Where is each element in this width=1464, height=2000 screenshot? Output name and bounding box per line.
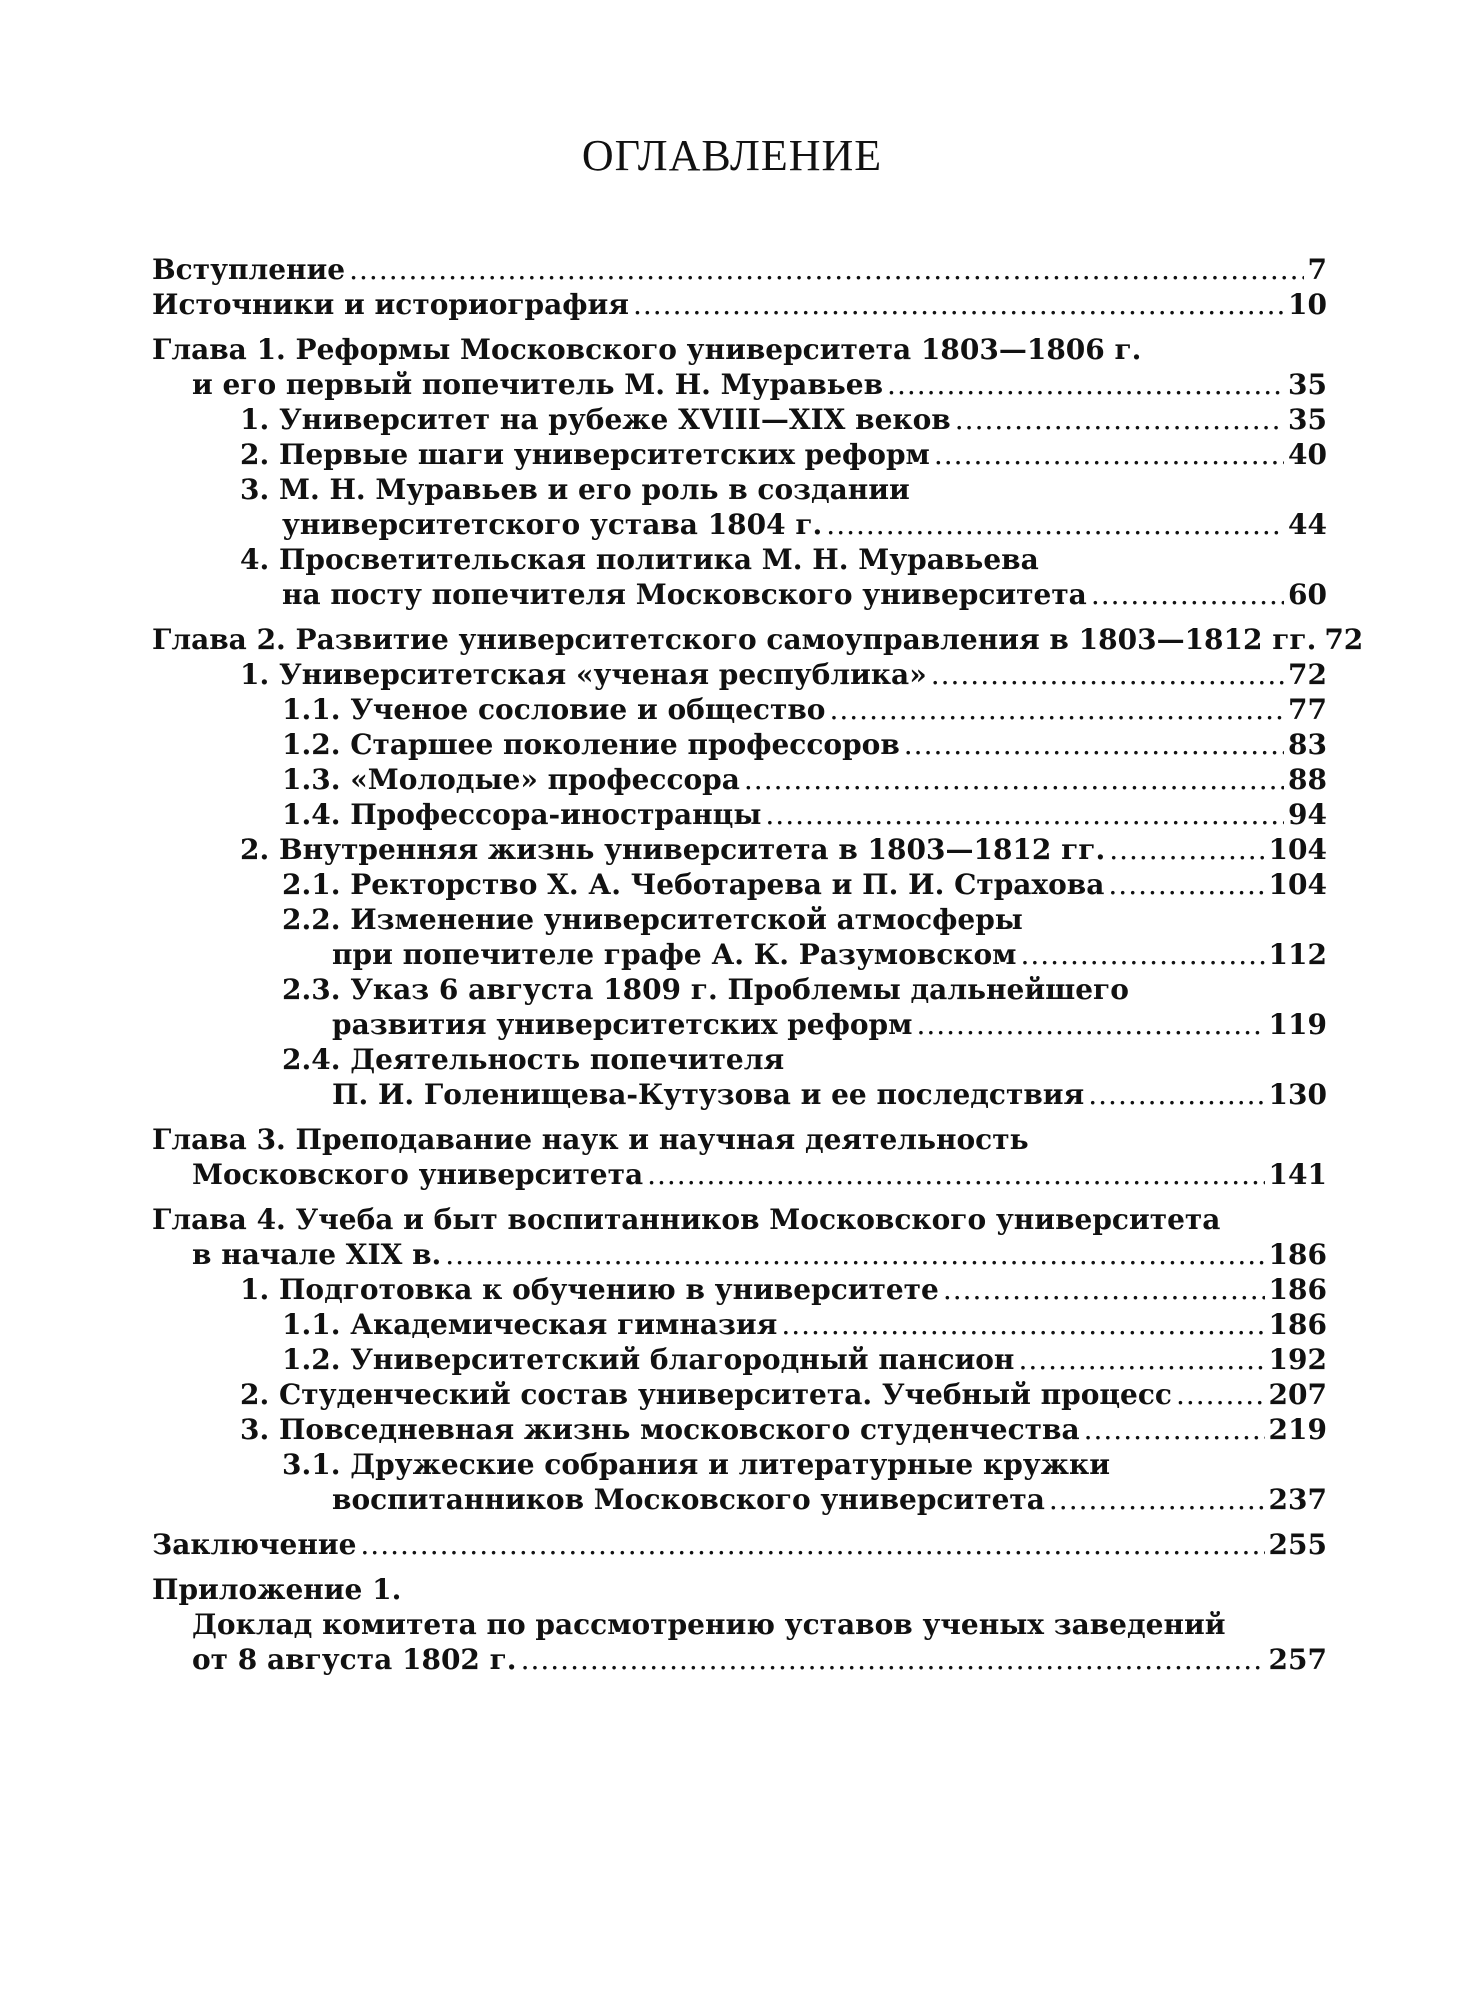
dot-leader (1176, 1377, 1265, 1412)
dot-leader (744, 762, 1284, 797)
toc-page-number: 112 (1268, 938, 1327, 971)
toc-entry-title: Источники и историография (152, 288, 629, 321)
dot-leader (931, 657, 1284, 692)
dot-leader (829, 692, 1284, 727)
toc-entry-title: П. И. Голенищева-Кутузова и ее последствия (332, 1078, 1085, 1111)
toc-page-number: 237 (1268, 1483, 1327, 1516)
toc-entry-title: и его первый попечитель М. Н. Муравьев (192, 368, 884, 401)
dot-leader (1084, 1412, 1265, 1447)
toc-entry-title: 2.1. Ректорство Х. А. Чеботарева и П. И. Страхова (282, 868, 1105, 901)
toc-page-number: 104 (1268, 868, 1327, 901)
toc-page-number: 104 (1268, 833, 1327, 866)
toc-entry-title: 1. Университетская «ученая республика» (240, 658, 927, 691)
toc-entry[interactable] (152, 1412, 1327, 1447)
toc-entry-title-line: Приложение 1. (152, 1573, 402, 1606)
toc-page-number: 192 (1268, 1343, 1327, 1376)
toc-page-number: 72 (1324, 623, 1364, 656)
toc-page-number: 255 (1268, 1528, 1327, 1561)
toc-entry[interactable] (152, 472, 1327, 542)
toc-entry-title: воспитанников Московского университета (332, 1483, 1045, 1516)
toc-entry-title-line: 2.4. Деятельность попечителя (282, 1043, 785, 1076)
toc-page-number: 10 (1288, 288, 1327, 321)
toc-entry-title: 1.1. Академическая гимназия (282, 1308, 778, 1341)
toc-entry-title: Московского университета (192, 1158, 644, 1191)
dot-leader (647, 1157, 1264, 1192)
toc-page-number: 35 (1288, 368, 1327, 401)
toc-entry[interactable] (152, 332, 1327, 402)
dot-leader (1091, 577, 1284, 612)
toc-entry[interactable] (152, 252, 1327, 287)
toc-entry-title-line: Глава 4. Учеба и быт воспитанников Московского университета (152, 1203, 1221, 1236)
toc-entry[interactable] (152, 437, 1327, 472)
toc-entry[interactable] (152, 1272, 1327, 1307)
dot-leader (1018, 1342, 1264, 1377)
toc-entry-title-line: 3. М. Н. Муравьев и его роль в создании (240, 473, 910, 506)
toc-entry-title: 2. Первые шаги университетских реформ (240, 438, 930, 471)
dot-leader (360, 1527, 1264, 1562)
toc-page-number: 44 (1288, 508, 1327, 541)
toc-entry-title: развития университетских реформ (332, 1008, 913, 1041)
toc-entry[interactable] (152, 902, 1327, 972)
toc-entry[interactable] (152, 542, 1327, 612)
toc-entry-title: 1.2. Университетский благородный пансион (282, 1343, 1015, 1376)
toc-entry-title-line: 2.3. Указ 6 августа 1809 г. Проблемы дальнейшего (282, 973, 1129, 1006)
toc-entry-title: 1. Университет на рубеже XVIII—XIX веков (240, 403, 951, 436)
toc-page-number: 40 (1288, 438, 1327, 471)
toc-entry-title: 1.4. Профессора-иностранцы (282, 798, 762, 831)
toc-entry[interactable] (152, 832, 1327, 867)
toc-entry-title-line: 4. Просветительская политика М. Н. Муравьева (240, 543, 1039, 576)
toc-page-number: 219 (1268, 1413, 1327, 1446)
toc-entry[interactable] (152, 727, 1327, 762)
page-title: ОГЛАВЛЕНИЕ (581, 131, 883, 180)
toc-entry-title: Вступление (152, 253, 346, 286)
toc-entry-title-line: 2.2. Изменение университетской атмосферы (282, 903, 1023, 936)
toc-page-number: 72 (1288, 658, 1327, 691)
dot-leader (826, 507, 1284, 542)
toc-entry-title: от 8 августа 1802 г. (192, 1643, 517, 1676)
toc-entry-title: 1.2. Старшее поколение профессоров (282, 728, 900, 761)
toc-entry[interactable] (152, 657, 1327, 692)
toc-entry[interactable] (152, 1122, 1327, 1192)
toc-entry[interactable] (152, 622, 1364, 657)
toc-entry-title: 1.3. «Молодые» профессора (282, 763, 740, 796)
toc-page-number: 77 (1288, 693, 1327, 726)
toc-page-number: 257 (1268, 1643, 1327, 1676)
dot-leader (955, 402, 1284, 437)
toc-entry-title: 3. Повседневная жизнь московского студенчества (240, 1413, 1080, 1446)
toc-entry[interactable] (152, 1342, 1327, 1377)
toc-entry-title-line: Доклад комитета по рассмотрению уставов ученых заведений (192, 1608, 1226, 1641)
toc-entry[interactable] (152, 1042, 1327, 1112)
toc-entry[interactable] (152, 797, 1327, 832)
dot-leader (765, 797, 1284, 832)
toc-page-number: 119 (1268, 1008, 1327, 1041)
dot-leader (1109, 832, 1264, 867)
toc-entry[interactable] (152, 867, 1327, 902)
dot-leader (781, 1307, 1264, 1342)
toc-page-number: 186 (1268, 1238, 1327, 1271)
toc-entry-title-line: Глава 3. Преподавание наук и научная деятельность (152, 1123, 1029, 1156)
toc-entry[interactable] (152, 1527, 1327, 1562)
toc-page-number: 141 (1268, 1158, 1327, 1191)
dot-leader (1088, 1077, 1264, 1112)
toc-page-number: 186 (1268, 1308, 1327, 1341)
toc-entry-title-line: 3.1. Дружеские собрания и литературные кружки (282, 1448, 1110, 1481)
dot-leader (1020, 937, 1264, 972)
dot-leader (521, 1642, 1265, 1677)
toc-page-number: 88 (1288, 763, 1327, 796)
toc-entry[interactable] (152, 402, 1327, 437)
dot-leader (445, 1237, 1264, 1272)
dot-leader (916, 1007, 1264, 1042)
dot-leader (943, 1272, 1265, 1307)
toc-entry-title: в начале XIX в. (192, 1238, 442, 1271)
toc-entry-title: на посту попечителя Московского университета (282, 578, 1087, 611)
toc-entry-title: 2. Студенческий состав университета. Учебный процесс (240, 1378, 1172, 1411)
toc-entry-title: при попечителе графе А. К. Разумовском (332, 938, 1017, 971)
toc-entry-title-line: Глава 1. Реформы Московского университета 1803—1806 г. (152, 333, 1142, 366)
dot-leader (349, 252, 1303, 287)
toc-entry-title: Заключение (152, 1528, 357, 1561)
dot-leader (887, 367, 1284, 402)
toc-entry-title: 1.1. Ученое сословие и общество (282, 693, 826, 726)
toc-entry[interactable] (152, 1377, 1327, 1412)
toc-entry-title: Глава 2. Развитие университетского самоуправления в 1803—1812 гг. (152, 623, 1317, 656)
toc-entry[interactable] (152, 287, 1327, 322)
toc-entry[interactable] (152, 972, 1327, 1042)
toc-entry-title: 2. Внутренняя жизнь университета в 1803—1812 гг. (240, 833, 1106, 866)
toc-entry[interactable] (152, 1447, 1327, 1517)
dot-leader (1049, 1482, 1265, 1517)
table-of-contents (152, 252, 1364, 1677)
toc-entry[interactable] (152, 692, 1327, 727)
toc-entry[interactable] (152, 1572, 1327, 1677)
toc-entry[interactable] (152, 1202, 1327, 1272)
dot-leader (1108, 867, 1264, 902)
toc-entry-title: 1. Подготовка к обучению в университете (240, 1273, 939, 1306)
toc-page-number: 83 (1288, 728, 1327, 761)
dot-leader (934, 437, 1284, 472)
toc-entry[interactable] (152, 1307, 1327, 1342)
toc-page-number: 35 (1288, 403, 1327, 436)
toc-page-number: 60 (1288, 578, 1327, 611)
toc-page-number: 94 (1288, 798, 1327, 831)
toc-page-number: 207 (1268, 1378, 1327, 1411)
toc-page-number: 7 (1307, 253, 1327, 286)
toc-page-number: 186 (1268, 1273, 1327, 1306)
toc-page-number: 130 (1268, 1078, 1327, 1111)
toc-entry-title: университетского устава 1804 г. (282, 508, 823, 541)
dot-leader (633, 287, 1284, 322)
toc-entry[interactable] (152, 762, 1327, 797)
dot-leader (904, 727, 1284, 762)
